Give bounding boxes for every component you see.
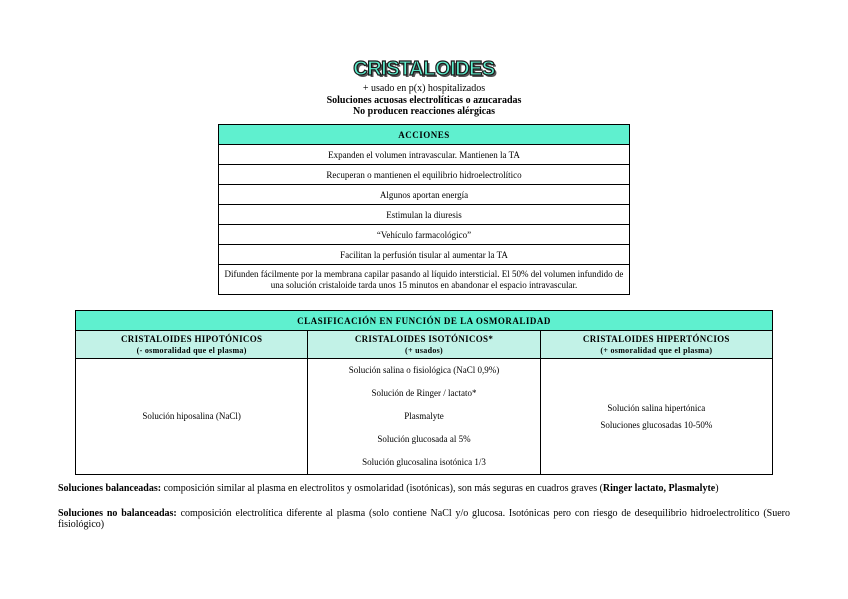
subtitle-definition: Soluciones acuosas electrolíticas o azucaradas xyxy=(326,95,522,106)
column-note: (+ usados) xyxy=(404,345,443,355)
hipotonicos-cell xyxy=(76,359,308,475)
subtitle-usage: + usado en p(x) hospitalizados xyxy=(362,83,486,94)
accion-row: Algunos aportan energía xyxy=(219,185,630,205)
acciones-table xyxy=(218,124,630,295)
column-note: (+ osmoralidad que el plasma) xyxy=(600,345,713,355)
note-bold: Ringer lactato, Plasmalyte xyxy=(602,483,716,494)
clasificacion-header: CLASIFICACIÓN EN FUNCIÓN DE LA OSMORALIDAD xyxy=(76,311,773,331)
column-hipertonicos xyxy=(540,331,772,359)
column-name: CRISTALOIDES HIPERTÓNCIOS xyxy=(582,333,730,344)
note-end: ) xyxy=(715,483,719,494)
accion-row: Difunden fácilmente por la membrana capilar pasando al líquido intersticial. El 50% del volumen infundido de una solución cristaloide tarda unos 15 minutos en abandonar el espacio intravascular. xyxy=(219,265,630,295)
list-item: Solución glucosada al 5% xyxy=(377,434,471,444)
accion-row: Facilitan la perfusión tisular al aumentar la TA xyxy=(219,245,630,265)
note-text: composición similar al plasma en electrolitos y osmolaridad (isotónicas), son más seguras en cuadros graves ( xyxy=(161,483,603,494)
isotonicos-cell xyxy=(308,359,540,475)
column-isotonicos xyxy=(308,331,540,359)
accion-row: Estimulan la diuresis xyxy=(219,205,630,225)
column-name: CRISTALOIDES ISOTÓNICOS* xyxy=(354,333,494,344)
note-label: Soluciones no balanceadas: xyxy=(58,508,177,519)
list-item: Solución hiposalina (NaCl) xyxy=(142,411,241,421)
note-label: Soluciones balanceadas: xyxy=(58,483,162,494)
list-item: Plasmalyte xyxy=(404,411,444,421)
list-item: Soluciones glucosadas 10-50% xyxy=(600,419,713,430)
note-unbalanced xyxy=(58,508,790,530)
hipertonicos-cell xyxy=(540,359,772,475)
acciones-header: ACCIONES xyxy=(219,125,630,145)
accion-row: Expanden el volumen intravascular. Mantienen la TA xyxy=(219,145,630,165)
note-balanced xyxy=(58,483,790,494)
clasificacion-table xyxy=(75,310,773,475)
accion-row: Recuperan o mantienen el equilibrio hidroelectrolítico xyxy=(219,165,630,185)
list-item: Solución glucosalina isotónica 1/3 xyxy=(362,457,486,467)
list-item: Solución salina o fisiológica (NaCl 0,9%) xyxy=(348,365,500,375)
column-note: (- osmoralidad que el plasma) xyxy=(136,345,247,355)
column-name: CRISTALOIDES HIPOTÓNICOS xyxy=(121,333,263,344)
page-title: CRISTALOIDES xyxy=(353,58,495,80)
list-item: Solución salina hipertónica xyxy=(607,402,706,413)
column-hipotonicos xyxy=(76,331,308,359)
accion-row: “Vehículo farmacológico” xyxy=(219,225,630,245)
note-text: composición electrolítica diferente al plasma (solo contiene NaCl y/o glucosa. Isotónicas pero con riesgo de desequilibrio hidroelectrolítico (Suero fisiológico) xyxy=(58,508,790,530)
subtitle-allergy: No producen reacciones alérgicas xyxy=(352,106,496,117)
list-item: Solución de Ringer / lactato* xyxy=(371,388,477,398)
